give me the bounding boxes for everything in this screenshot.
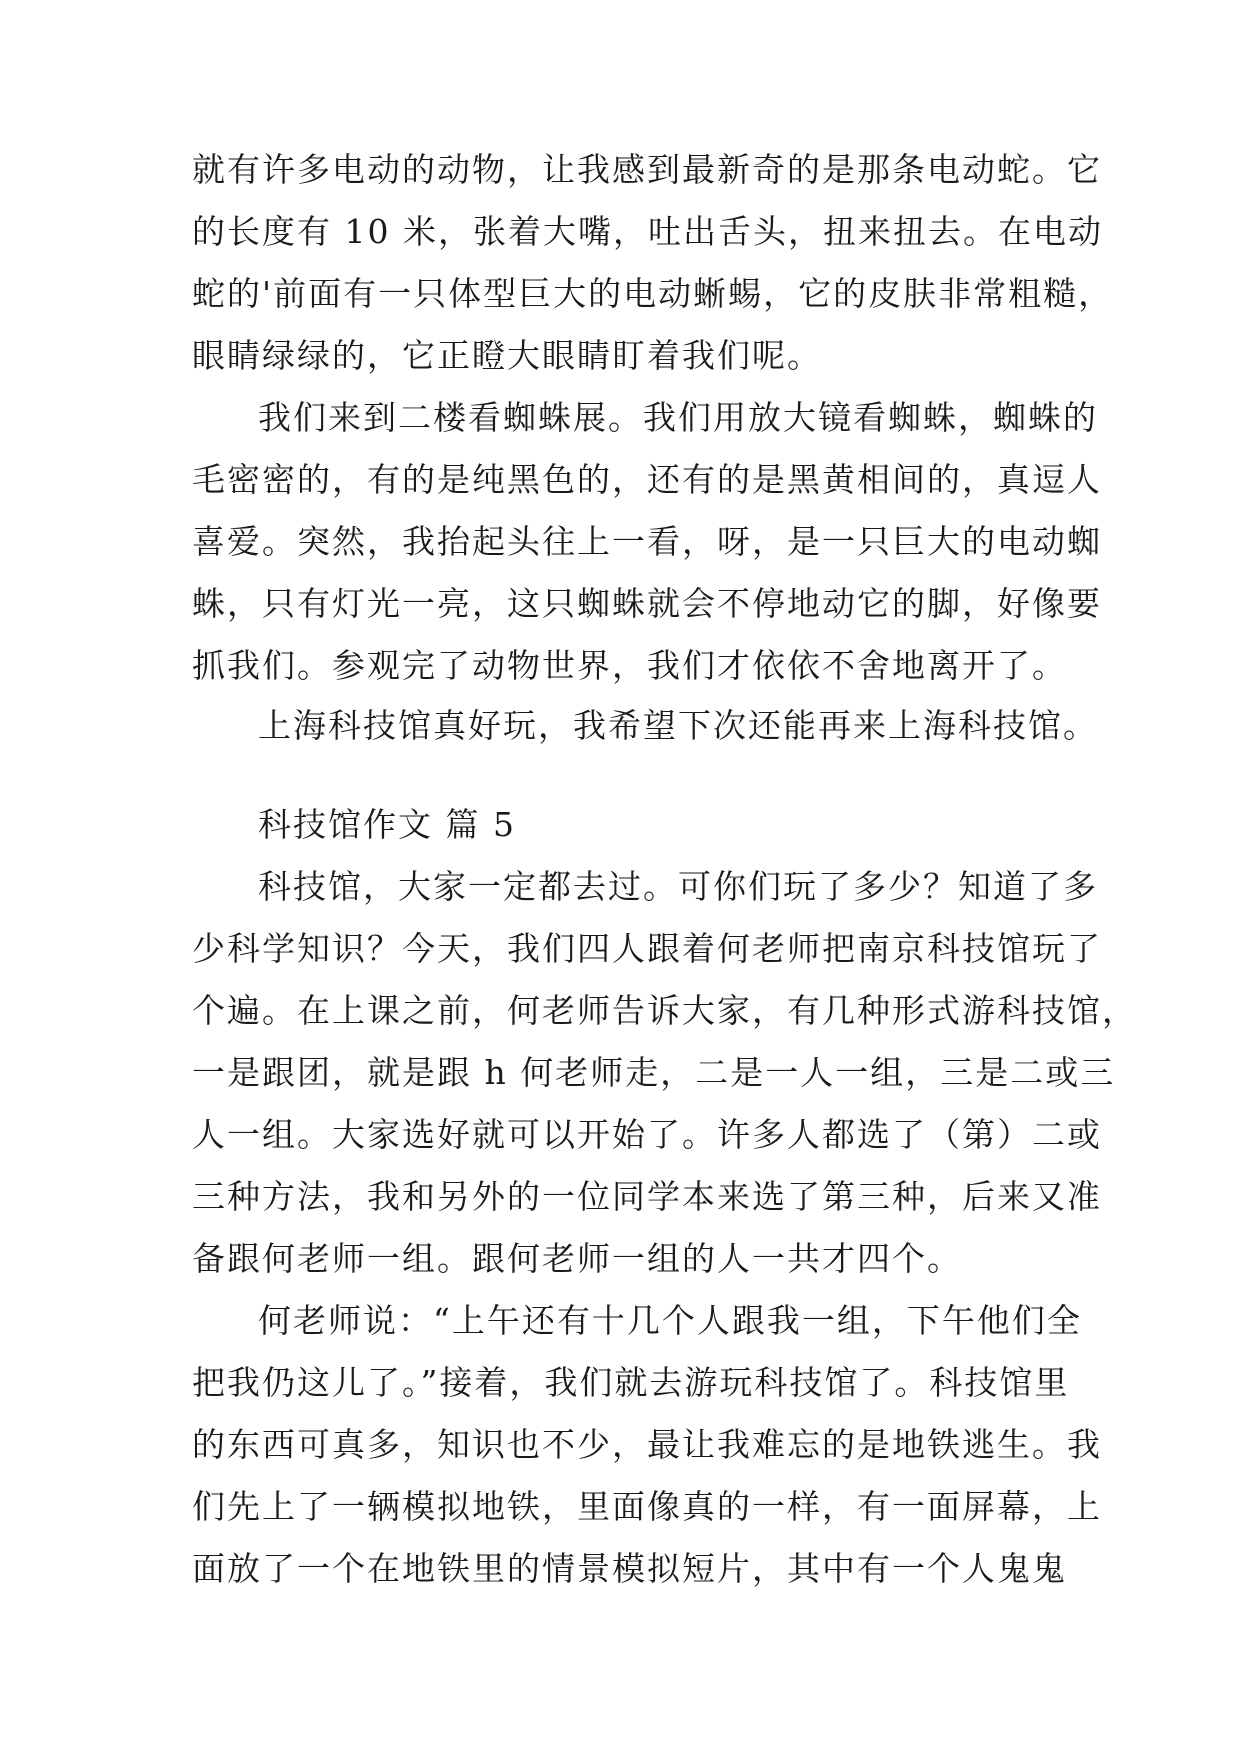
text-line: 喜爱。突然，我抬起头往上一看，呀，是一只巨大的电动蜘 bbox=[192, 522, 1102, 561]
text-line: 就有许多电动的动物，让我感到最新奇的是那条电动蛇。它 bbox=[192, 150, 1102, 189]
text-line: 蛛，只有灯光一亮，这只蜘蛛就会不停地动它的脚，好像要 bbox=[192, 584, 1102, 623]
text-line: 的东西可真多，知识也不少，最让我难忘的是地铁逃生。我 bbox=[192, 1425, 1102, 1464]
text-line: 眼睛绿绿的，它正瞪大眼睛盯着我们呢。 bbox=[192, 336, 822, 375]
text-line: 毛密密的，有的是纯黑色的，还有的是黑黄相间的，真逗人 bbox=[192, 460, 1102, 499]
text-line: 个遍。在上课之前，何老师告诉大家，有几种形式游科技馆， bbox=[192, 991, 1137, 1030]
text-line: 抓我们。参观完了动物世界，我们才依依不舍地离开了。 bbox=[192, 646, 1067, 685]
text-line: 上海科技馆真好玩，我希望下次还能再来上海科技馆。 bbox=[258, 706, 1098, 745]
text-line: 把我仍这儿了。”接着，我们就去游玩科技馆了。科技馆里 bbox=[192, 1363, 1070, 1402]
text-line: 备跟何老师一组。跟何老师一组的人一共才四个。 bbox=[192, 1239, 962, 1278]
text-line: 三种方法，我和另外的一位同学本来选了第三种，后来又准 bbox=[192, 1177, 1102, 1216]
text-line: 我们来到二楼看蜘蛛展。我们用放大镜看蜘蛛，蜘蛛的 bbox=[258, 398, 1098, 437]
text-line: 的长度有 10 米，张着大嘴，吐出舌头，扭来扭去。在电动 bbox=[192, 212, 1103, 251]
text-line: 何老师说：“上午还有十几个人跟我一组，下午他们全 bbox=[258, 1301, 1082, 1340]
text-line: 人一组。大家选好就可以开始了。许多人都选了（第）二或 bbox=[192, 1115, 1102, 1154]
text-line: 一是跟团，就是跟 h 何老师走，二是一人一组，三是二或三 bbox=[192, 1053, 1116, 1092]
text-line: 科技馆，大家一定都去过。可你们玩了多少？知道了多 bbox=[258, 867, 1098, 906]
text-line: 面放了一个在地铁里的情景模拟短片，其中有一个人鬼鬼 bbox=[192, 1549, 1067, 1588]
text-line: 蛇的'前面有一只体型巨大的电动蜥蜴，它的皮肤非常粗糙， bbox=[192, 274, 1114, 313]
section-title: 科技馆作文 篇 5 bbox=[258, 805, 516, 844]
text-line: 少科学知识？今天，我们四人跟着何老师把南京科技馆玩了 bbox=[192, 929, 1102, 968]
text-line: 们先上了一辆模拟地铁，里面像真的一样，有一面屏幕，上 bbox=[192, 1487, 1102, 1526]
